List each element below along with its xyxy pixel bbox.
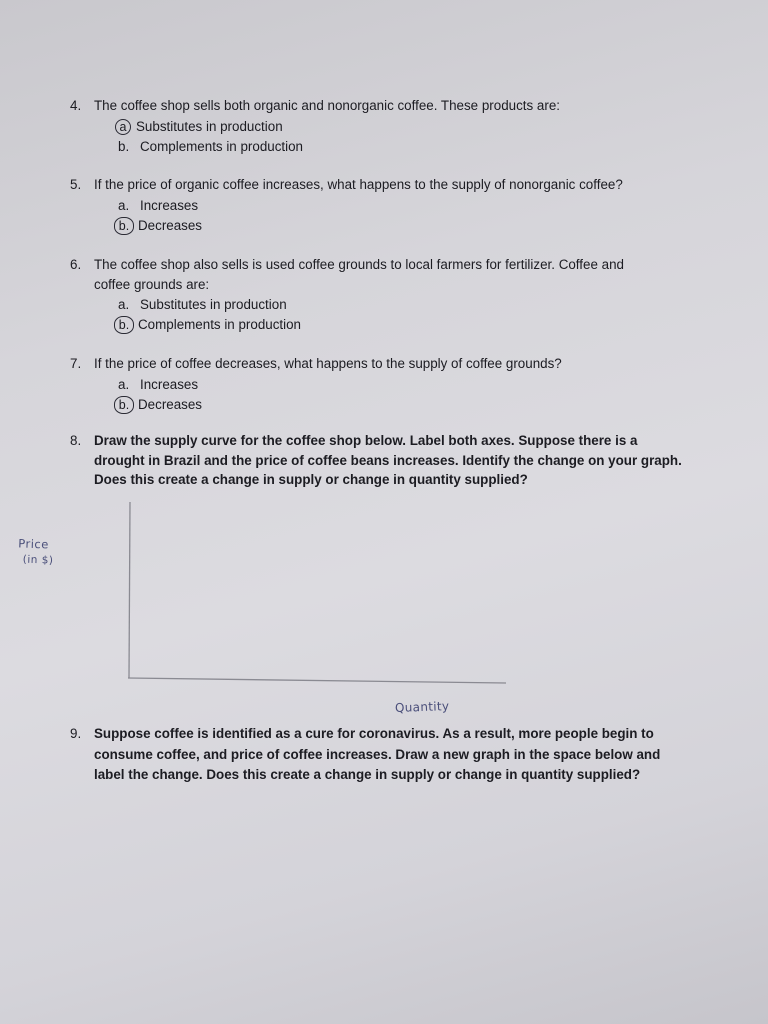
question-8 (70, 431, 710, 490)
option-letter: a. (118, 297, 130, 312)
answer-options (118, 117, 710, 157)
option-text: Increases (140, 197, 199, 213)
supply-graph-axes[interactable] (124, 500, 508, 690)
option-b[interactable] (118, 216, 710, 236)
question-text: If the price of organic coffee increases, what happens to the supply of nonorganic coffee? (94, 177, 623, 192)
option-a[interactable] (118, 295, 710, 315)
question-number: 7. (70, 356, 82, 371)
question-text (94, 431, 710, 490)
question-text-line: The coffee shop also sells is used coffee grounds to local farmers for fertilizer. Coffee and (94, 257, 624, 272)
question-text-line: coffee grounds are: (94, 276, 210, 292)
y-axis-line (129, 502, 130, 678)
option-letter: a. (118, 197, 130, 213)
answer-options (118, 196, 710, 236)
question-text-line: Draw the supply curve for the coffee shop below. Label both axes. Suppose there is a (94, 433, 638, 448)
y-axis-label (17, 535, 54, 568)
question-9 (70, 724, 710, 786)
option-letter: a. (118, 376, 130, 392)
option-text: Increases (140, 376, 199, 392)
answer-options (118, 295, 710, 335)
answer-options (118, 375, 710, 415)
option-text: Complements in production (138, 317, 302, 332)
option-text: Decreases (138, 217, 203, 233)
circled-answer-b: b. (114, 316, 134, 334)
circled-answer-b: b. (114, 396, 134, 414)
y-axis-label-line: Price (18, 536, 50, 552)
option-a[interactable] (118, 196, 710, 216)
circled-answer-a: a (115, 119, 131, 135)
x-axis-label: Quantity (394, 699, 450, 715)
circled-answer-b: b. (114, 217, 134, 235)
option-text: Complements in production (140, 138, 304, 154)
question-6 (70, 255, 710, 335)
option-letter: b. (118, 138, 130, 154)
question-text-line: Does this create a change in supply or change in quantity supplied? (94, 472, 528, 487)
question-text: The coffee shop sells both organic and nonorganic coffee. These products are: (94, 98, 561, 113)
option-b[interactable] (118, 315, 710, 335)
option-text: Substitutes in production (136, 118, 283, 134)
question-text-line: Suppose coffee is identified as a cure for coronavirus. As a result, more people begin to (94, 726, 654, 741)
question-number: 8. (70, 433, 82, 448)
question-5 (70, 175, 710, 236)
question-text (94, 255, 710, 294)
question-text (94, 724, 710, 786)
option-b[interactable] (118, 395, 710, 415)
question-7 (70, 354, 710, 415)
question-text-line: consume coffee, and price of coffee increases. Draw a new graph in the space below and (94, 746, 661, 762)
option-text: Decreases (138, 396, 203, 412)
question-4 (70, 96, 710, 157)
question-number: 5. (70, 177, 82, 192)
option-a[interactable] (118, 117, 710, 137)
question-number: 9. (70, 726, 82, 741)
question-text-line: drought in Brazil and the price of coffee beans increases. Identify the change on your graph. (94, 452, 682, 468)
question-text: If the price of coffee decreases, what happens to the supply of coffee grounds? (94, 356, 562, 371)
question-number: 4. (70, 98, 82, 113)
question-number: 6. (70, 257, 82, 272)
y-axis-label-line: (in $) (22, 553, 54, 567)
x-axis-line (128, 678, 506, 683)
option-b[interactable] (118, 137, 710, 157)
question-text-line: label the change. Does this create a change in supply or change in quantity supplied? (94, 767, 641, 782)
option-a[interactable] (118, 375, 710, 395)
option-text: Substitutes in production (140, 297, 287, 312)
